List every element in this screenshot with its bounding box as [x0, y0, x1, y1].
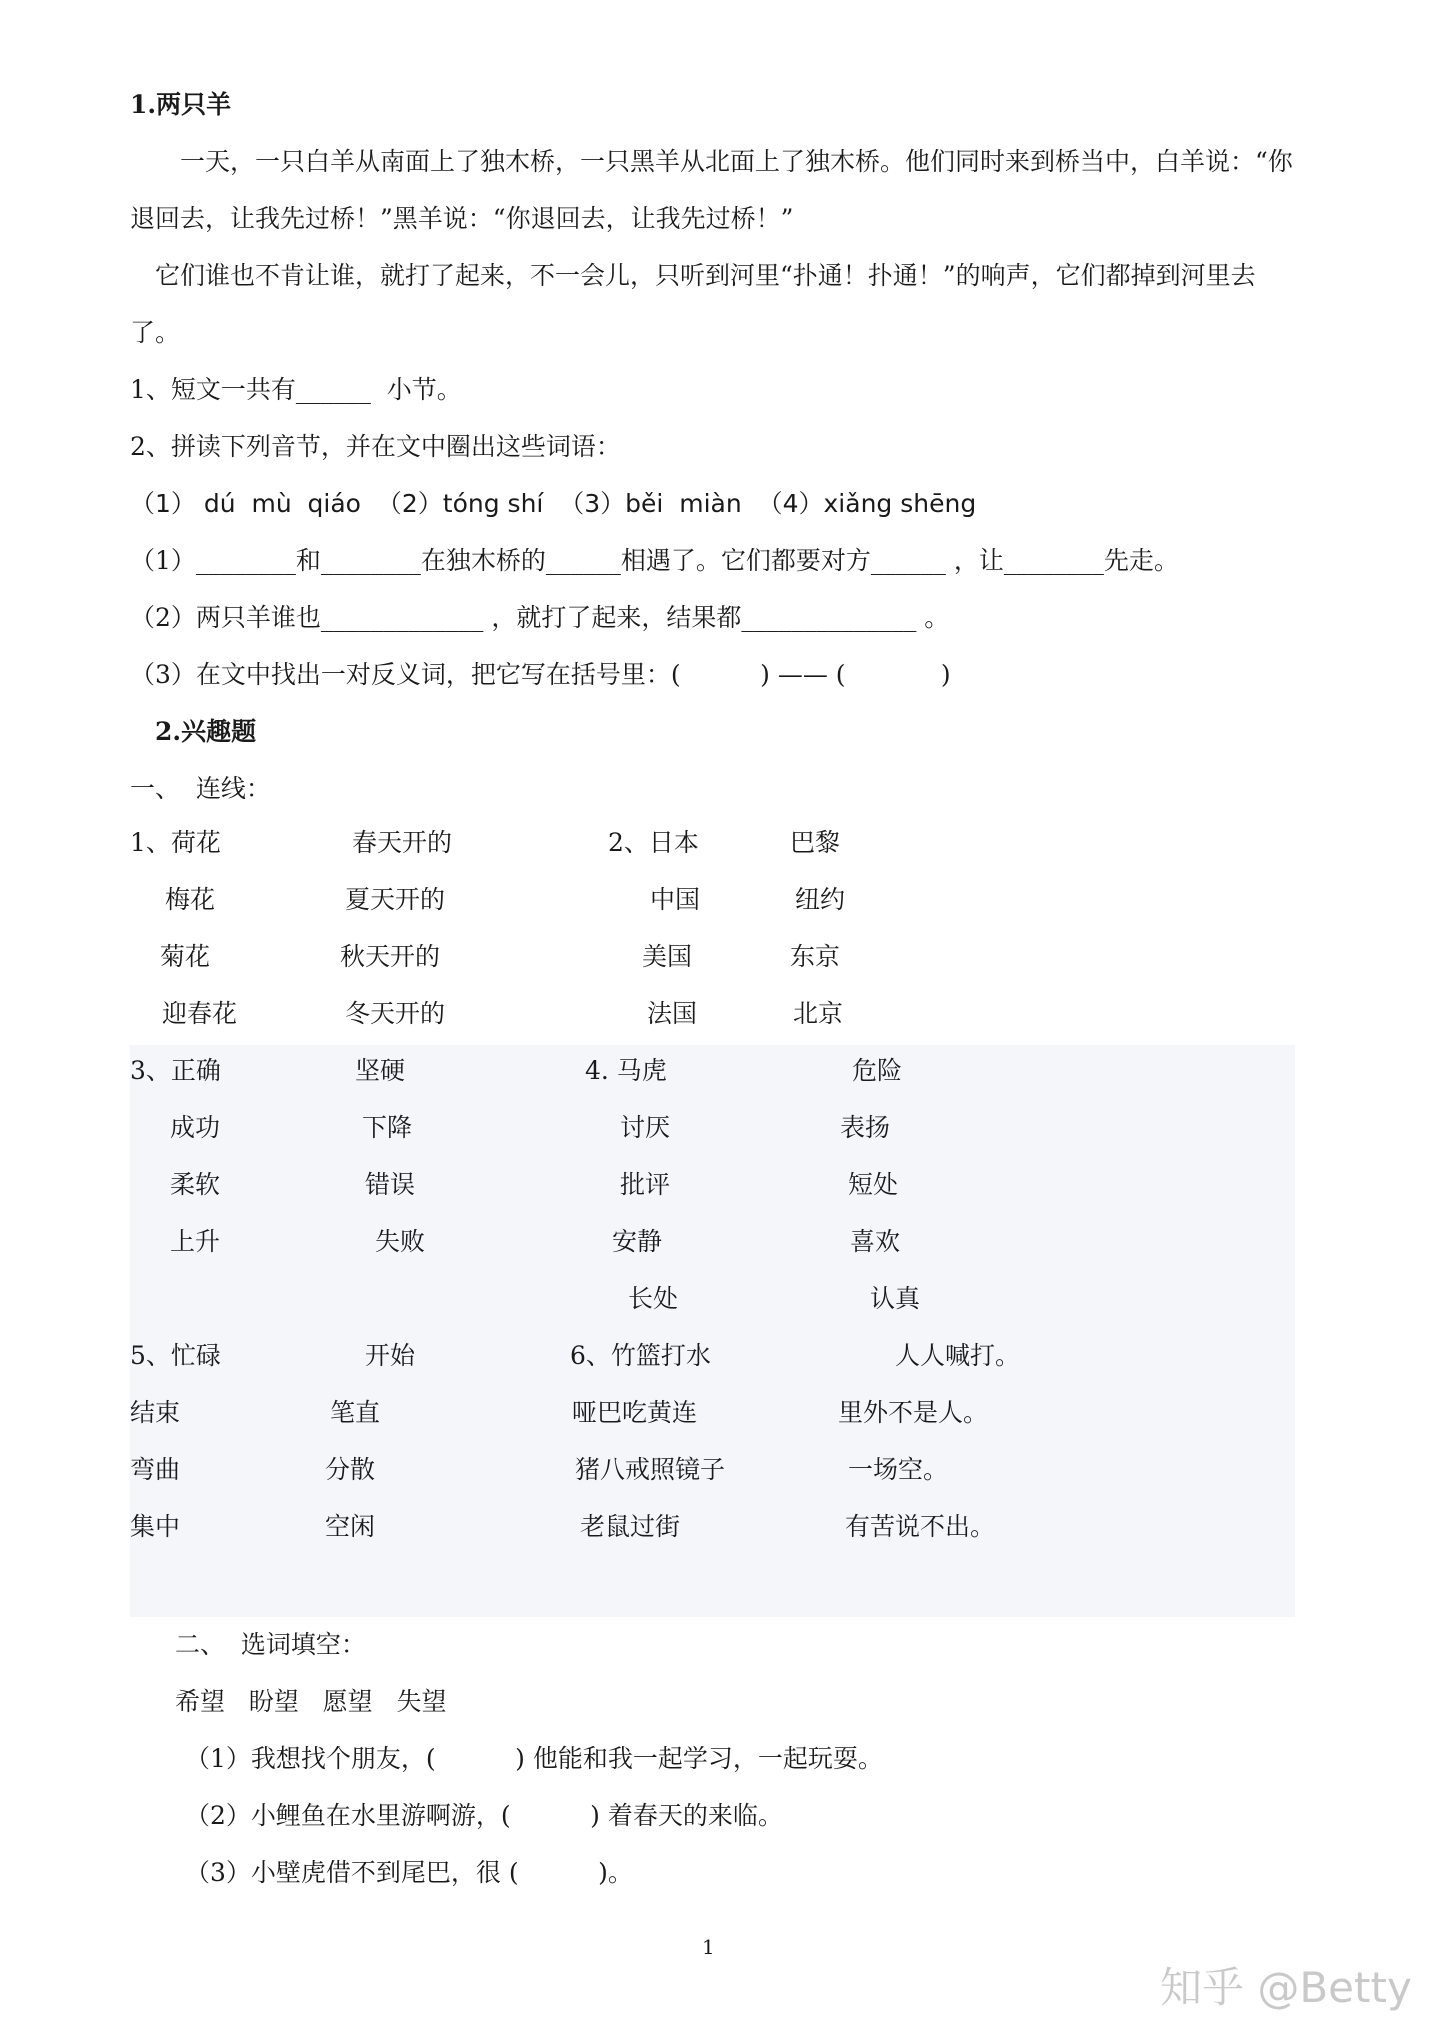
match-item: 里外不是人。	[838, 1398, 989, 1427]
match-item: 1、荷花	[130, 828, 221, 857]
match-item: 短处	[848, 1170, 899, 1199]
match-item: 东京	[790, 942, 841, 971]
paragraph-line: 了。	[130, 318, 181, 347]
page-number: 1	[702, 1935, 715, 1959]
choice-question-2: （2）小鲤鱼在水里游啊游，( ) 着春天的来临。	[185, 1801, 783, 1830]
match-item: 安静	[612, 1227, 663, 1256]
match-item: 菊花	[160, 942, 211, 971]
match-item: 有苦说不出。	[845, 1512, 996, 1541]
match-item: 错误	[365, 1170, 416, 1199]
section-title: 1.两只羊	[130, 90, 232, 119]
match-item: 认真	[870, 1284, 921, 1313]
match-item: 2、日本	[608, 828, 699, 857]
match-item: 成功	[170, 1113, 221, 1142]
question-2: 2、拼读下列音节，并在文中圈出这些词语：	[130, 432, 621, 461]
match-item: 讨厌	[620, 1113, 671, 1142]
section-subtitle: 二、 选词填空：	[175, 1630, 366, 1659]
paragraph-line: 一天，一只白羊从南面上了独木桥，一只黑羊从北面上了独木桥。他们同时来到桥当中，白羊说：“你	[180, 147, 1293, 176]
match-item: 巴黎	[790, 828, 841, 857]
fill-blank-3: （3）在文中找出一对反义词，把它写在括号里：( ) —— ( )	[130, 660, 951, 689]
match-item: 批评	[620, 1170, 671, 1199]
match-item: 一场空。	[848, 1455, 949, 1484]
fill-blank-1: （1）________和________在独木桥的______相遇了。它们都要对方______ ，让________先走。	[130, 546, 1179, 575]
match-item: 喜欢	[850, 1227, 901, 1256]
match-item: 危险	[852, 1056, 903, 1085]
match-item: 法国	[647, 999, 698, 1028]
match-item: 5、忙碌	[130, 1341, 221, 1370]
match-item: 下降	[362, 1113, 413, 1142]
match-item: 迎春花	[162, 999, 238, 1028]
match-item: 4. 马虎	[585, 1056, 667, 1085]
match-item: 梅花	[165, 885, 216, 914]
pinyin-line: （1） dú mù qiáo （2）tóng shí （3）běi miàn （4）xiǎng shēng	[130, 489, 977, 518]
fill-blank-2: （2）两只羊谁也_____________ ，就打了起来，结果都______________ 。	[130, 603, 950, 632]
match-item: 集中	[130, 1512, 181, 1541]
match-item: 人人喊打。	[895, 1341, 1021, 1370]
match-item: 老鼠过街	[580, 1512, 681, 1541]
match-item: 春天开的	[352, 828, 453, 857]
choice-question-3: （3）小壁虎借不到尾巴，很 ( )。	[185, 1858, 633, 1887]
shaded-region	[130, 1045, 1295, 1617]
match-item: 上升	[170, 1227, 221, 1256]
match-item: 结束	[130, 1398, 181, 1427]
section-subtitle: 一、 连线：	[130, 774, 271, 803]
paragraph-line: 它们谁也不肯让谁，就打了起来，不一会儿，只听到河里“扑通！扑通！”的响声，它们都掉到河里去	[155, 261, 1256, 290]
match-item: 夏天开的	[345, 885, 446, 914]
match-item: 长处	[628, 1284, 679, 1313]
match-item: 6、竹篮打水	[570, 1341, 711, 1370]
match-item: 坚硬	[355, 1056, 406, 1085]
match-item: 秋天开的	[340, 942, 441, 971]
watermark: 知乎 @Betty	[1160, 1963, 1412, 2012]
paragraph-line: 退回去，让我先过桥！”黑羊说：“你退回去，让我先过桥！”	[130, 204, 794, 233]
question-1: 1、短文一共有______ 小节。	[130, 375, 462, 404]
match-item: 弯曲	[130, 1455, 181, 1484]
section-title: 2.兴趣题	[155, 717, 257, 746]
match-item: 冬天开的	[345, 999, 446, 1028]
match-item: 中国	[650, 885, 701, 914]
match-item: 猪八戒照镜子	[575, 1455, 726, 1484]
match-item: 表扬	[840, 1113, 891, 1142]
word-choices: 希望 盼望 愿望 失望	[175, 1687, 447, 1716]
match-item: 开始	[365, 1341, 416, 1370]
match-item: 美国	[642, 942, 693, 971]
match-item: 分散	[325, 1455, 376, 1484]
match-item: 哑巴吃黄连	[572, 1398, 698, 1427]
match-item: 纽约	[795, 885, 846, 914]
match-item: 北京	[793, 999, 844, 1028]
match-item: 笔直	[330, 1398, 381, 1427]
match-item: 3、正确	[130, 1056, 221, 1085]
match-item: 空闲	[325, 1512, 376, 1541]
choice-question-1: （1）我想找个朋友，( ) 他能和我一起学习，一起玩耍。	[185, 1744, 883, 1773]
match-item: 失败	[375, 1227, 426, 1256]
match-item: 柔软	[170, 1170, 221, 1199]
